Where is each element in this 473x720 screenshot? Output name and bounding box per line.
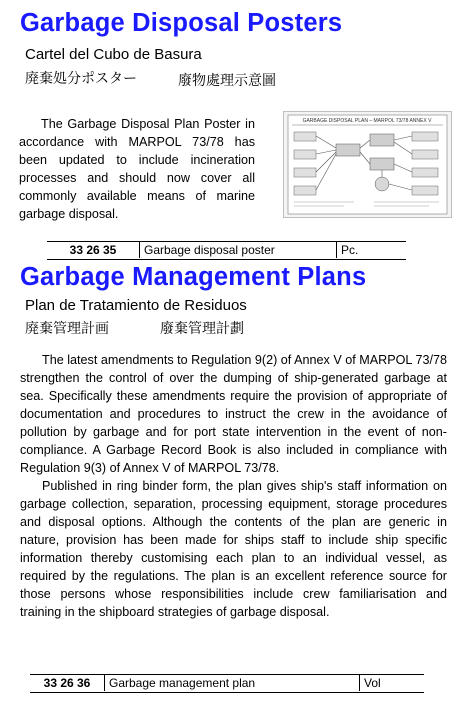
section1-subtitle-japanese: 廃棄処分ポスター [25,71,137,87]
poster-diagram [284,112,451,217]
section2-body [20,351,447,621]
garbage-disposal-poster-image [283,111,452,218]
section2-title: Garbage Management Plans [20,263,367,291]
section2-subtitle-japanese: 廃棄管理計画 [25,321,109,337]
order-code: 33 26 35 [69,243,117,257]
order-table-2-bottom-rule [30,692,424,693]
poster-image-title: GARBAGE DISPOSAL PLAN – MARPOL 73/78 ANNEX V [302,118,432,124]
order-table-1-bottom-rule [47,259,406,260]
section2-subtitle-spanish: Plan de Tratamiento de Residuos [25,297,247,314]
order-table-1 [47,242,406,258]
section1-title: Garbage Disposal Posters [20,9,343,37]
section1-subtitle-chinese: 廢物處理示意圖 [178,73,276,89]
section1-description [19,115,255,223]
order-unit: Pc. [337,242,407,258]
section2-paragraph-1: The latest amendments to Regulation 9(2) of Annex V of MARPOL 73/78 strengthen the control of over the dumping of ship-generated garbage at sea. Specifically these amendments require the provision of appropriate of documentation and procedures to instruct the crew in the avoidance of pollution by garbage and for port state intervention in the event of non-compliance. A Garbage Record Book is also included in compliance with Regulation 9(3) of Annex V of MARPOL 73/78. [20,353,447,475]
section2-paragraph-2: Published in ring binder form, the plan gives ship's staff information on garbage collection, separation, processing equipment, storage procedures and disposal options. Although the contents of the plan are generic in nature, provision has been made for ships staff to include ship specific information thereby customising each plan to an individual vessel, as required by the regulations. The plan is an excellent reference source for those persons whose responsibilities include crew familiarisation and training in the shipboard strategies of garbage disposal. [20,479,447,619]
order-table-2 [30,675,424,691]
section1-subtitle-spanish: Cartel del Cubo de Basura [25,46,202,63]
section1-description-text: The Garbage Disposal Plan Poster in accordance with MARPOL 73/78 has been updated to include incineration processes and should now cover all commonly available means of marine garbage disposal. [19,117,255,221]
order-code: 33 26 36 [43,676,91,690]
order-row [47,242,406,258]
order-unit: Vol [360,675,425,691]
section2-subtitle-chinese: 廢棄管理計劃 [160,321,244,337]
order-description: Garbage management plan [105,675,360,691]
order-description: Garbage disposal poster [140,242,337,258]
order-row [30,675,424,691]
